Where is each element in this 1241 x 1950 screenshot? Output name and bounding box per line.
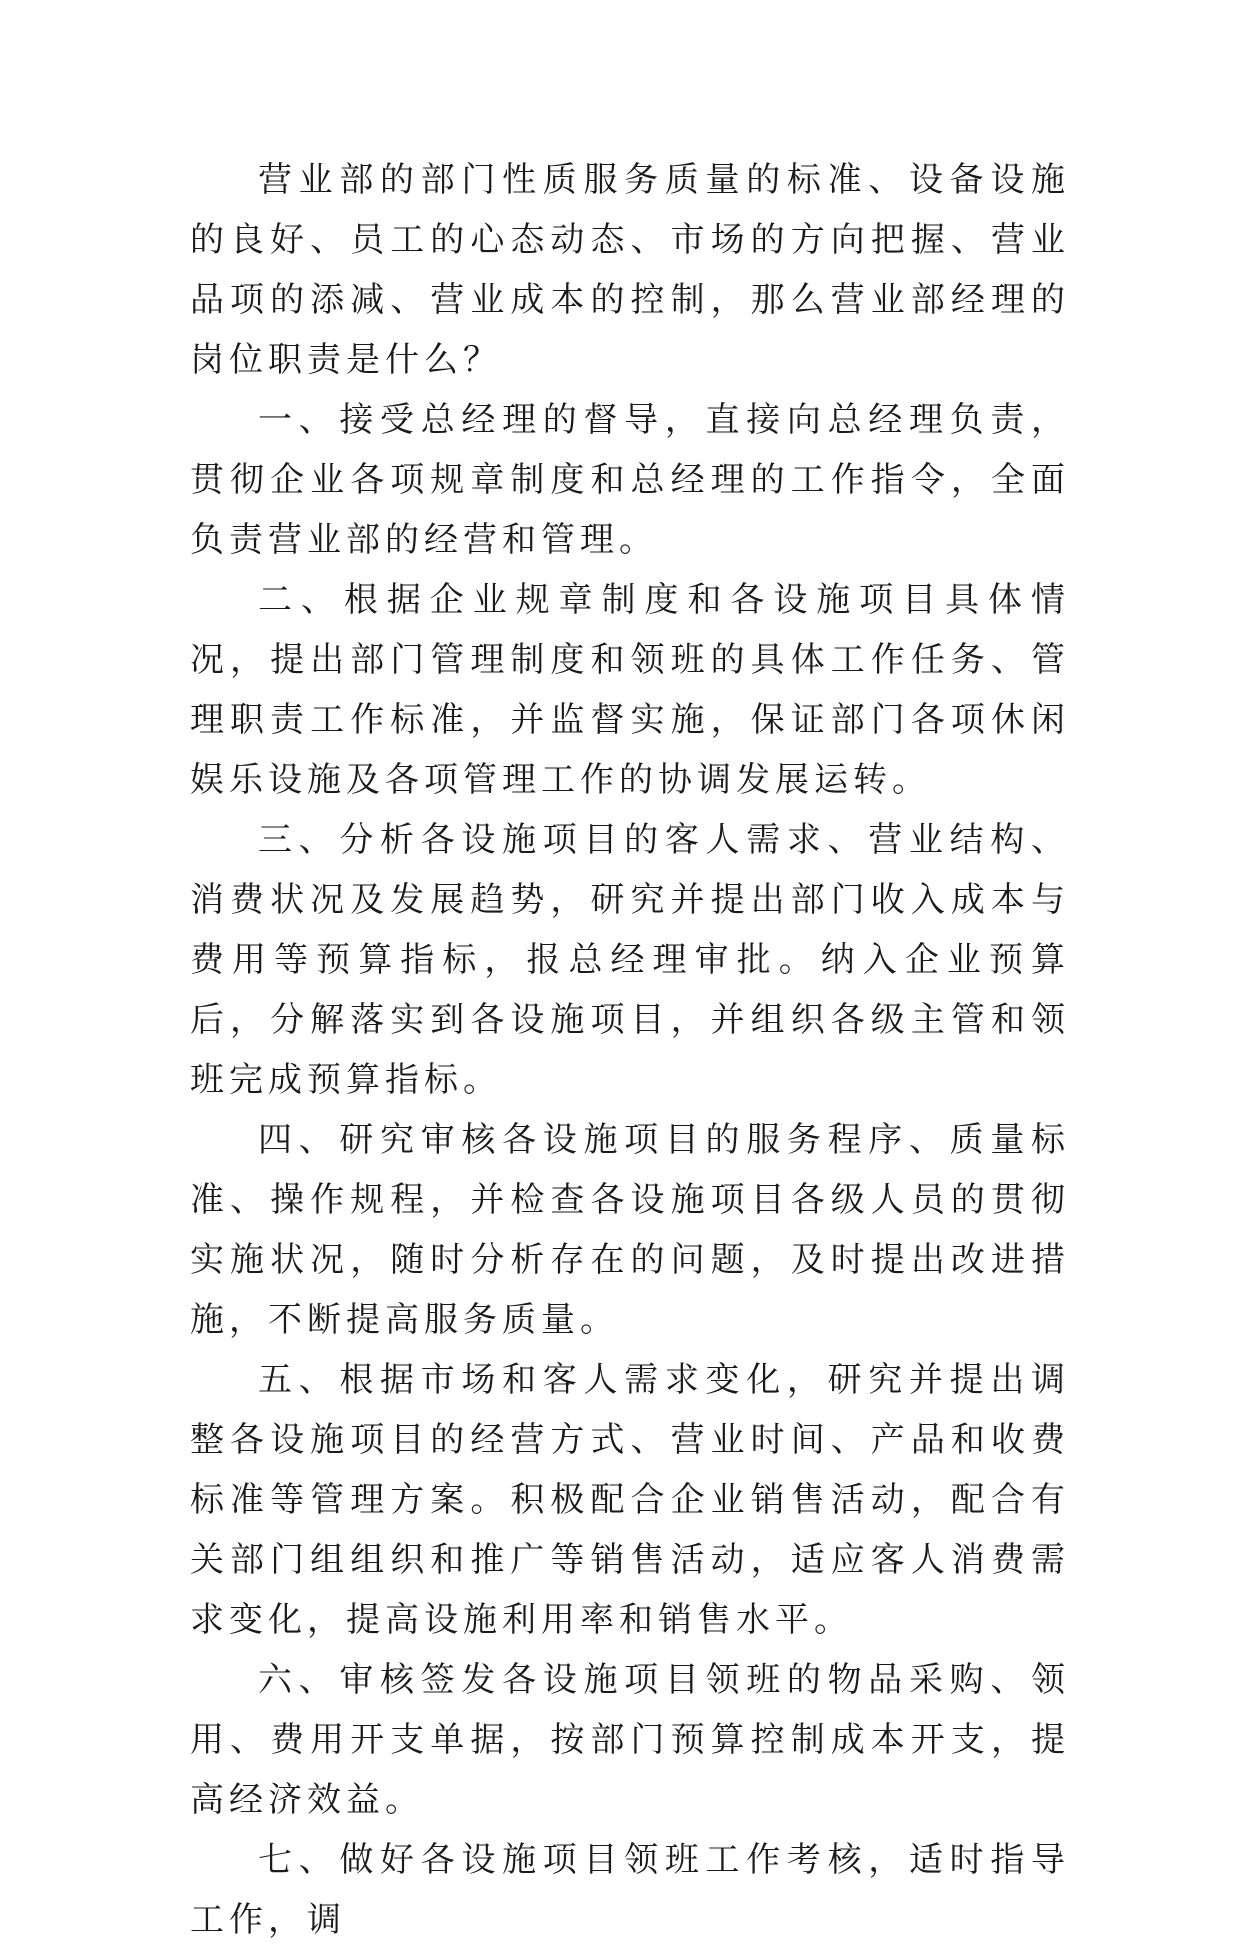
duty-paragraph-3: 三、分析各设施项目的客人需求、营业结构、消费状况及发展趋势，研究并提出部门收入成本与费用等预算指标，报总经理审批。纳入企业预算后，分解落实到各设施项目，并组织各级主管和领班完成预算指标。 — [190, 820, 1070, 1100]
duty-paragraph-6: 六、审核签发各设施项目领班的物品采购、领用、费用开支单据，按部门预算控制成本开支，提高经济效益。 — [190, 1660, 1070, 1820]
duty-paragraph-2: 二、根据企业规章制度和各设施项目具体情况，提出部门管理制度和领班的具体工作任务、管理职责工作标准，并监督实施，保证部门各项休闲娱乐设施及各项管理工作的协调发展运转。 — [190, 580, 1070, 800]
duty-paragraph-1: 一、接受总经理的督导，直接向总经理负责，贯彻企业各项规章制度和总经理的工作指令，全面负责营业部的经营和管理。 — [190, 400, 1070, 560]
document-body — [190, 150, 1070, 1950]
intro-paragraph: 营业部的部门性质服务质量的标准、设备设施的良好、员工的心态动态、市场的方向把握、营业品项的添减、营业成本的控制，那么营业部经理的岗位职责是什么？ — [190, 160, 1070, 380]
duty-paragraph-5: 五、根据市场和客人需求变化，研究并提出调整各设施项目的经营方式、营业时间、产品和收费标准等管理方案。积极配合企业销售活动，配合有关部门组组织和推广等销售活动，适应客人消费需求变化，提高设施利用率和销售水平。 — [190, 1360, 1070, 1640]
duty-paragraph-4: 四、研究审核各设施项目的服务程序、质量标准、操作规程，并检查各设施项目各级人员的贯彻实施状况，随时分析存在的问题，及时提出改进措施，不断提高服务质量。 — [190, 1120, 1070, 1340]
duty-paragraph-7: 七、做好各设施项目领班工作考核，适时指导工作，调 — [190, 1840, 1070, 1940]
